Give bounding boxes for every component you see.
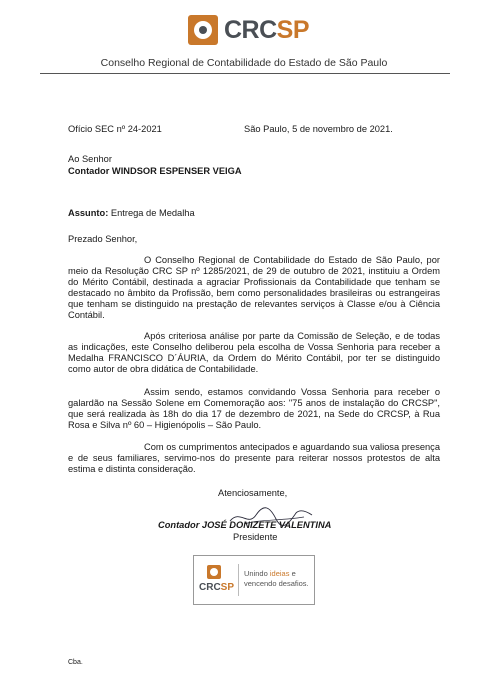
crcsp-logo-icon — [188, 15, 218, 45]
footer-divider — [238, 564, 239, 596]
recipient-title: Contador — [68, 166, 110, 176]
closing: Atenciosamente, — [218, 488, 288, 498]
subject-label: Assunto: — [68, 208, 109, 218]
footer-logo-icon — [207, 565, 221, 579]
place-date: São Paulo, 5 de novembro de 2021. — [244, 124, 393, 134]
crcsp-logo — [188, 14, 308, 46]
signer-name: Contador JOSÉ DONIZETE VALENTINA — [158, 520, 332, 530]
recipient-name: WINDSOR ESPENSER VEIGA — [111, 166, 242, 176]
council-name: Conselho Regional de Contabilidade do Estado de São Paulo — [100, 57, 388, 69]
paragraph-4: Com os cumprimentos antecipados e aguardando sua valiosa presença e de seus familiares, servimo-nos do presente para reiterar nossos protestos de alta estima e distinta consideração. — [68, 442, 440, 474]
letter-reference: Ofício SEC nº 24-2021 — [68, 124, 162, 134]
footnote: Cba. — [68, 659, 83, 666]
recipient-line — [68, 166, 242, 177]
greeting: Prezado Senhor, — [68, 234, 138, 244]
footer-tagline: Unindo ideias e vencendo desafios. — [244, 569, 309, 588]
crcsp-logo-text: CRCSP — [224, 16, 310, 44]
paragraph-2: Após criteriosa análise por parte da Comissão de Seleção, e de todas as indicações, este Conselho deliberou pela escolha de Vossa Senhoria para receber a Medalha FRANCISCO D´ÁURIA, da Ordem do Mérito Contábil, por ter se distinguido como autor de obra didática de Contabilidade. — [68, 331, 440, 374]
paragraph-1: O Conselho Regional de Contabilidade do Estado de São Paulo, por meio da Resolução CRC SP nº 1285/2021, de 29 de outubro de 2021, instituiu a Ordem do Mérito Contábil, destinada a agraciar Profissionais da Contabilidade que tenham se destacado no âmbito da Profissão, bem como personalidades brasileiras ou estrangeiras que tenham se distinguido na prestação de relevantes serviços à Classe e/ou à Ciência Contábil. — [68, 255, 440, 320]
footer-logo-text: CRCSP — [199, 582, 235, 593]
header-divider — [40, 73, 450, 74]
recipient-salutation: Ao Senhor — [68, 154, 112, 164]
subject-text: Entrega de Medalha — [110, 208, 195, 218]
subject-line — [68, 208, 195, 219]
footer-badge — [193, 555, 315, 605]
paragraph-3: Assim sendo, estamos convidando Vossa Senhoria para receber o galardão na Sessão Solene em Comemoração aos: "75 anos de instalação do CRCSP", que será realizada às 18h do dia 17 de dezembro de 2021, na Sede do CRCSP, à Rua Rosa e Silva nº 60 – Higienópolis – São Paulo. — [68, 387, 440, 430]
signer-role: Presidente — [233, 532, 278, 542]
